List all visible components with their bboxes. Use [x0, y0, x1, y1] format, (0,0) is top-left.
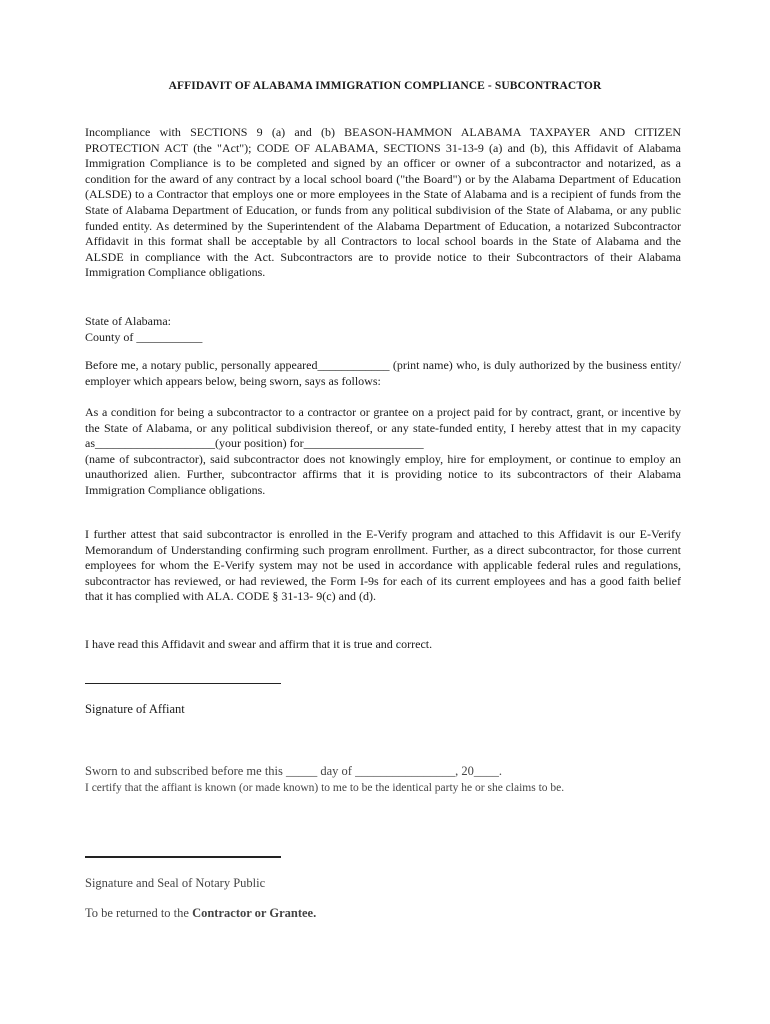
certify-line: I certify that the affiant is known (or made known) to me to be the identical party he or she claims to be. — [85, 782, 565, 794]
before-me-text: Before me, a notary public, personally appeared____________ (print name) who, is duly authorized by the business entity/ employer which appears below, being sworn, says as follows: — [85, 358, 681, 388]
intro-text: Incompliance with SECTIONS 9 (a) and (b) BEASON-HAMMON ALABAMA TAXPAYER AND CITIZEN PROTECTION ACT (the "Act"); CODE OF ALABAMA, SECTIONS 31-13-9 (a) and (b), this Affidavit of Alabama Immigration Compliance is to be completed and signed by an officer or owner of a subcontractor and notarized, as a condition for the award of any contract by a local school board ("the Board") or by the Alabama Department of Education (ALSDE) to a Contractor that employs one or more employees in the State of Alabama and is a recipient of funds from the State of Alabama Department of Education, or funds from any political subdivision of the State of Alabama, or any public funded entity. As determined by the Superintendent of the Alabama Department of Education, a notarized Subcontractor Affidavit in this format shall be acceptable by all Contractors to local school boards in the State of Alabama and the ALSDE in compliance with the Act. Subcontractors are to provide notice to their Subcontractors of their Alabama Immigration Compliance obligations. — [85, 125, 681, 280]
everify-text: I further attest that said subcontractor is enrolled in the E-Verify program and attached to this Affidavit is our E-Verify Memorandum of Understanding confirming such program enrollment. Further, as a direct subcontractor, for those current employees for whom the E-Verify system may not be used in accordance with applicable federal rules and regulations, subcontractor has reviewed, or had reviewed, the Form I-9s for each of its current employees and has a good faith belief that it has complied with ALA. CODE § 31-13- 9(c) and (d). — [85, 527, 681, 604]
sworn-line: Sworn to and subscribed before me this _____ day of ________________, 20____. — [85, 764, 502, 778]
affiant-signature-label: Signature of Affiant — [85, 702, 185, 716]
venue-block — [85, 314, 681, 345]
swear-paragraph — [85, 637, 681, 653]
county-line: County of ___________ — [85, 329, 203, 344]
intro-paragraph — [85, 125, 681, 281]
state-line: State of Alabama: — [85, 314, 171, 328]
condition-text-2: (name of subcontractor), said subcontractor does not knowingly employ, hire for employment, or continue to employ an unauthorized alien. Further, subcontractor affirms that it is providing notice to its subcontractors of their Alabama Immigration Compliance obligations. — [85, 451, 681, 497]
return-line — [85, 906, 316, 921]
affiant-signature-line[interactable] — [85, 683, 281, 684]
notary-signature-label: Signature and Seal of Notary Public — [85, 876, 266, 890]
document-title: AFFIDAVIT OF ALABAMA IMMIGRATION COMPLIANCE - SUBCONTRACTOR — [168, 80, 602, 92]
notary-signature-line[interactable] — [85, 856, 281, 858]
everify-paragraph — [85, 527, 681, 605]
condition-paragraph — [85, 405, 681, 499]
return-recipient: Contractor or Grantee. — [192, 906, 317, 920]
return-prefix: To be returned to the — [85, 906, 193, 920]
condition-text-1: As a condition for being a subcontractor to a contractor or grantee on a project paid for by contract, grant, or incentive by the State of Alabama, or any political subdivision thereof, or any state-funded entity, I hereby attest that in my capacity as____________________(your position) for____________________ — [85, 405, 681, 451]
before-me-paragraph — [85, 358, 681, 389]
swear-text: I have read this Affidavit and swear and affirm that it is true and correct. — [85, 637, 433, 651]
